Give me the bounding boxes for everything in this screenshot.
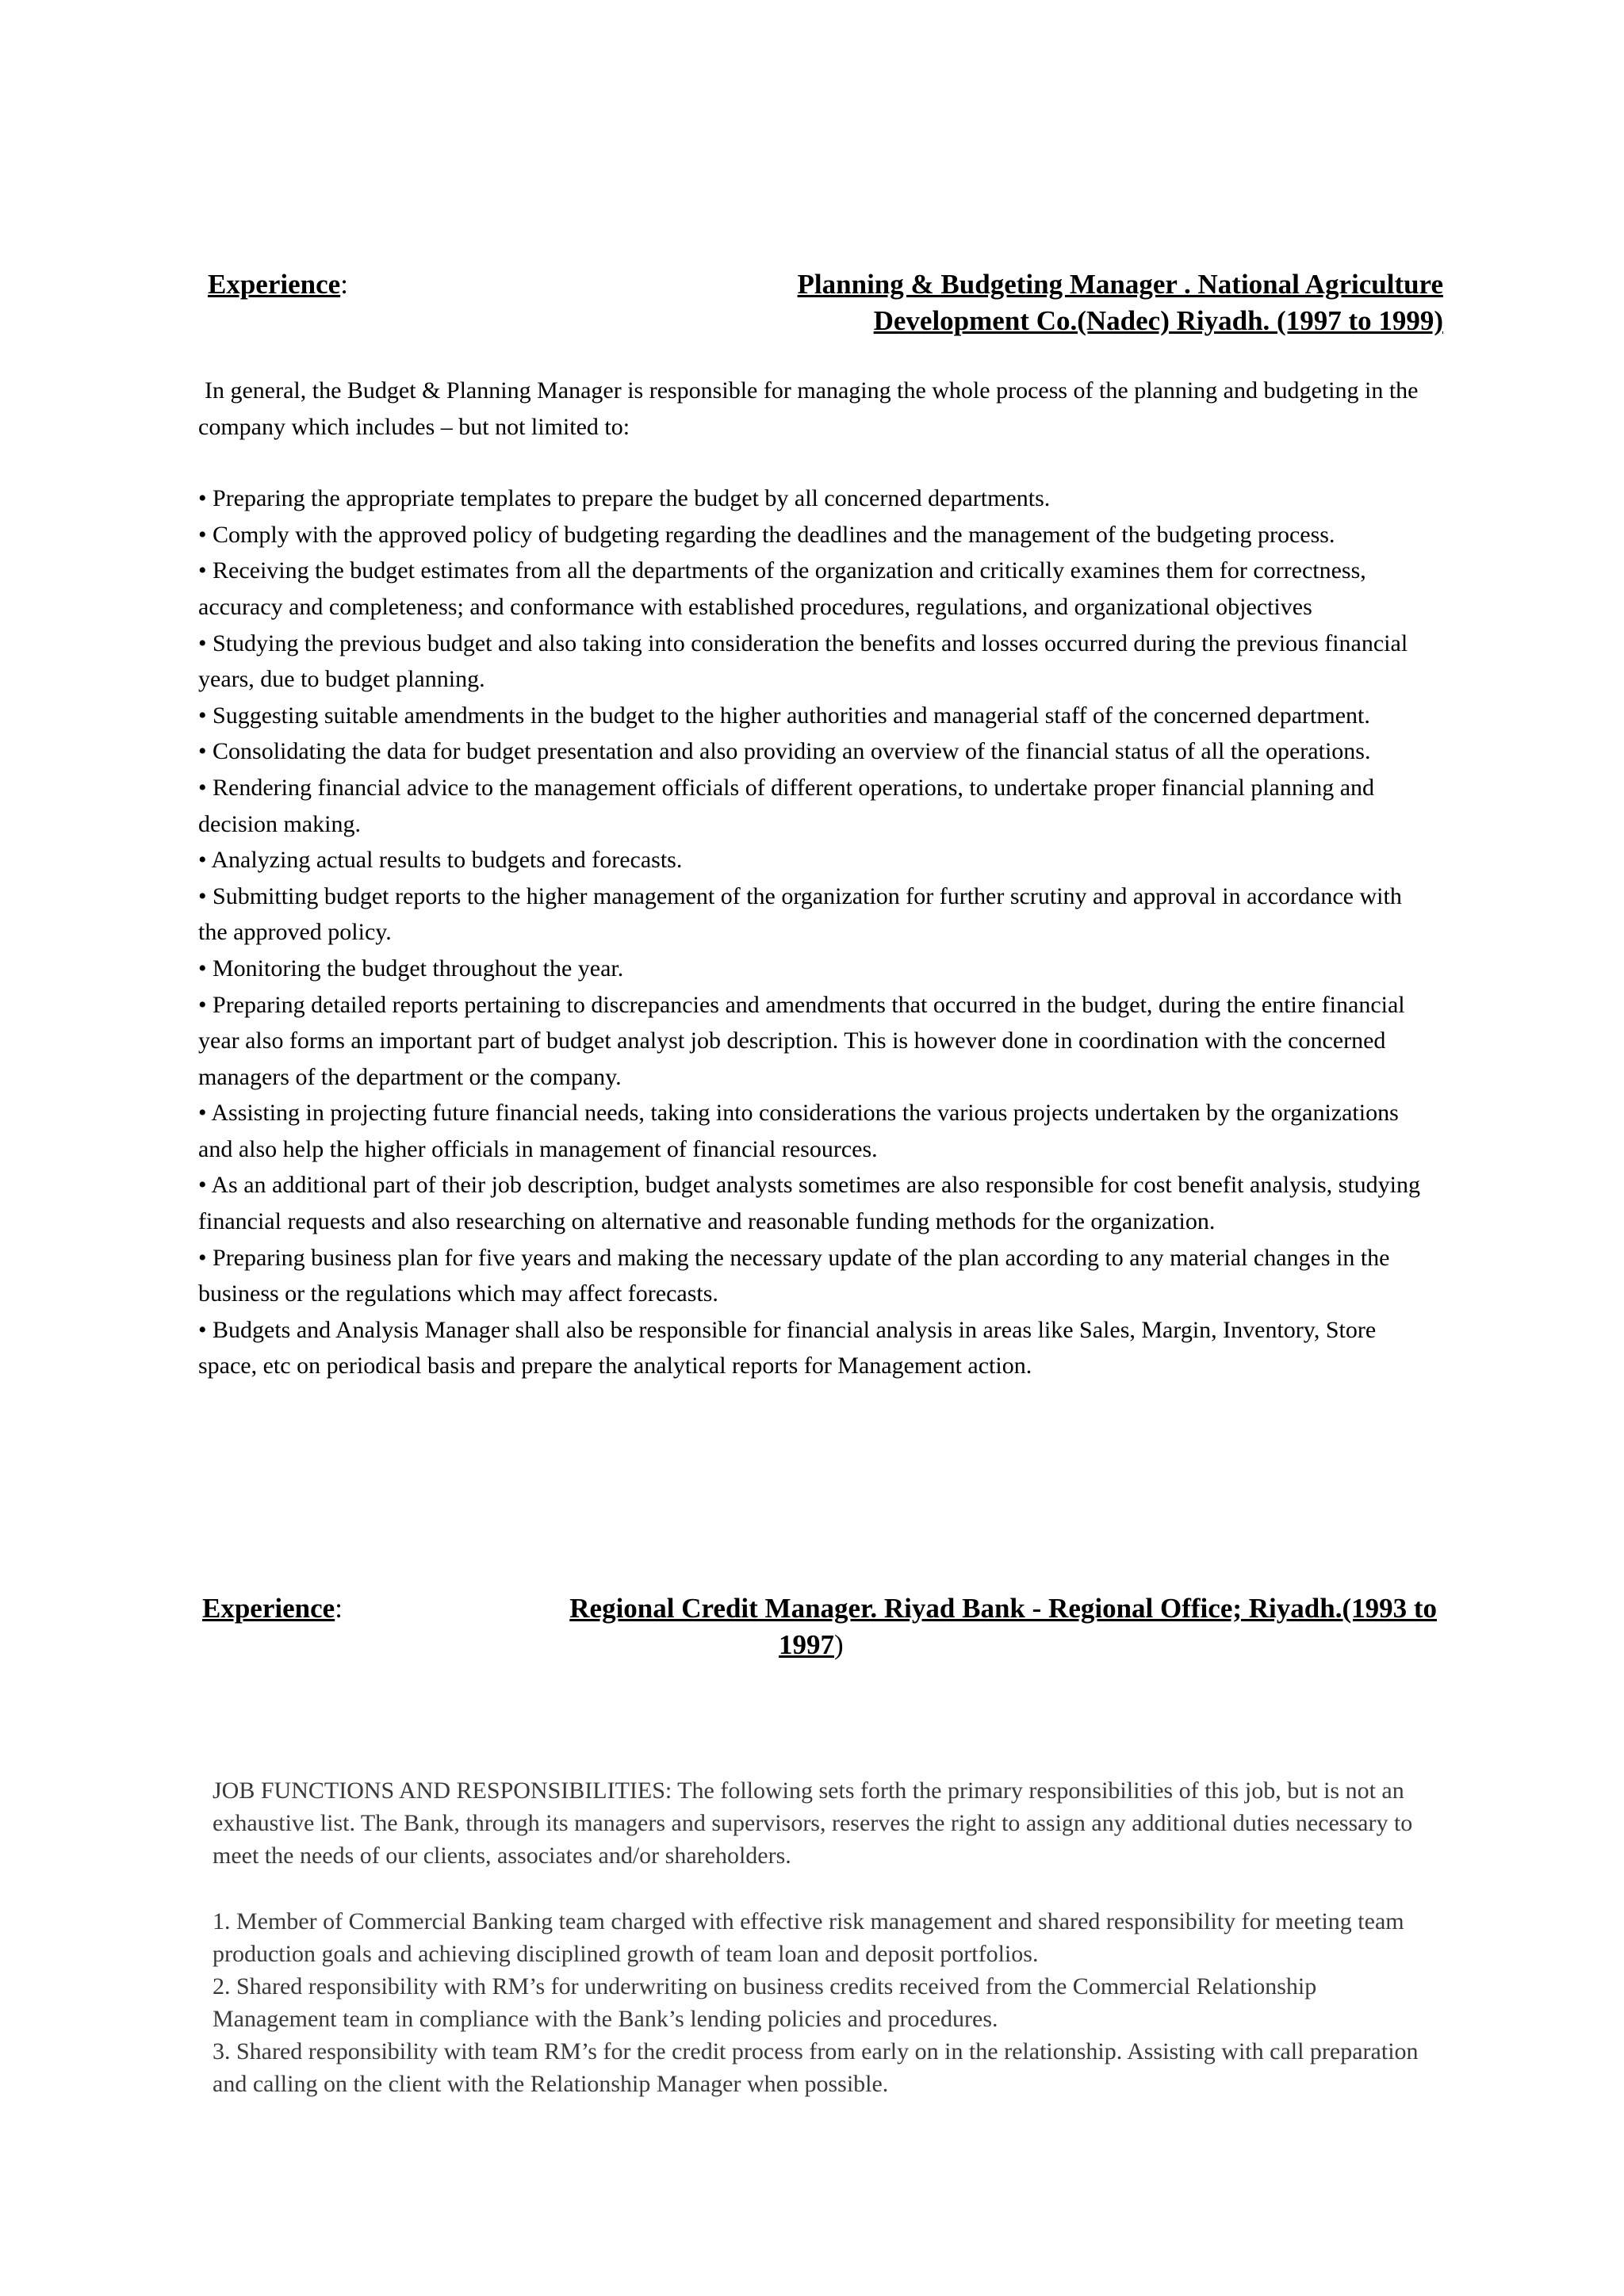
bullet-item: • Consolidating the data for budget presentation and also providing an overview of the financial status of all the operations. xyxy=(198,738,1371,765)
bullet-item: • Suggesting suitable amendments in the budget to the higher authorities and managerial staff of the concerned department. xyxy=(198,702,1370,729)
section1-job-title-line1: Planning & Budgeting Manager . National Agriculture xyxy=(797,269,1443,300)
bullet-item: • Receiving the budget estimates from all the departments of the organization and critically examines them for correctness, accuracy and completeness; and conformance with established procedures, regulations, and organizational objectives xyxy=(198,557,1366,620)
section2-job-title-line1: Regional Credit Manager. Riyad Bank - Regional Office; Riyadh.(1993 to xyxy=(569,1593,1437,1624)
bullet-item: • As an additional part of their job description, budget analysts sometimes are also responsible for cost benefit analysis, studying financial requests and also researching on alternative and reasonable funding methods for the organization. xyxy=(198,1172,1421,1235)
bullet-item: • Preparing the appropriate templates to prepare the budget by all concerned departments. xyxy=(198,485,1051,512)
section2-job-title-paren: ) xyxy=(834,1629,844,1660)
numbered-item: 1. Member of Commercial Banking team charged with effective risk management and shared responsibility for meeting team production goals and achieving disciplined growth of team loan and deposit portfolios. xyxy=(213,1908,1404,1967)
section1-label xyxy=(208,266,348,303)
section1-label-text: Experience xyxy=(208,269,341,300)
numbered-item: 3. Shared responsibility with team RM’s for the credit process from early on in the relationship. Assisting with call preparation and calling on the client with the Relationship Manager when possible. xyxy=(213,2038,1419,2097)
section1-label-colon: : xyxy=(340,269,348,300)
bullet-item: • Budgets and Analysis Manager shall also be responsible for financial analysis in areas like Sales, Margin, Inventory, Store space, etc on periodical basis and prepare the analytical reports for Management action. xyxy=(198,1316,1377,1380)
bullet-item: • Studying the previous budget and also taking into consideration the benefits and losses occurred during the previous financial years, due to budget planning. xyxy=(198,629,1408,693)
section1-job-title xyxy=(555,266,1443,339)
section2-job-title-line2-wrap xyxy=(779,1627,844,1663)
section1-intro: In general, the Budget & Planning Manager is responsible for managing the whole process of the planning and budgeting in the company which includes – but not limited to: xyxy=(198,377,1419,440)
bullet-item: • Submitting budget reports to the higher management of the organization for further scrutiny and approval in accordance with the approved policy. xyxy=(198,882,1402,946)
numbered-item: 2. Shared responsibility with RM’s for underwriting on business credits received from the Commercial Relationship Management team in compliance with the Bank’s lending policies and procedures. xyxy=(213,1973,1317,2032)
job-functions-paragraph: JOB FUNCTIONS AND RESPONSIBILITIES: The following sets forth the primary responsibilities of this job, but is not an exhaustive list. The Bank, through its managers and supervisors, reserves the right to assign any additional duties necessary to meet the needs of our clients, associates and/or shareholders. xyxy=(213,1777,1413,1869)
bullet-item: • Rendering financial advice to the management officials of different operations, to undertake proper financial planning and decision making. xyxy=(198,774,1375,837)
section2-job-title xyxy=(476,1590,1437,1627)
bullet-item: • Preparing business plan for five years and making the necessary update of the plan according to any material changes in the business or the regulations which may affect forecasts. xyxy=(198,1244,1390,1307)
bullet-item: • Comply with the approved policy of budgeting regarding the deadlines and the management of the budgeting process. xyxy=(198,521,1335,548)
bullet-item: • Analyzing actual results to budgets and forecasts. xyxy=(198,847,683,874)
section2-job-title-line2: 1997 xyxy=(779,1629,834,1660)
bullet-item: • Monitoring the budget throughout the year. xyxy=(198,955,624,982)
bullet-item: • Assisting in projecting future financial needs, taking into considerations the various projects undertaken by the organizations and also help the higher officials in management of financial resources. xyxy=(198,1100,1399,1162)
section2-label-colon: : xyxy=(335,1593,343,1624)
section1-body xyxy=(198,373,1435,1384)
section2-body xyxy=(213,1774,1438,2100)
section2-label xyxy=(202,1590,343,1627)
bullet-item: • Preparing detailed reports pertaining to discrepancies and amendments that occurred in the budget, during the entire financial year also forms an important part of budget analyst job description. This is however done in coordination with the concerned managers of the department or the company. xyxy=(198,991,1405,1090)
section2-label-text: Experience xyxy=(202,1593,335,1624)
section1-job-title-line2: Development Co.(Nadec) Riyadh. (1997 to 1999) xyxy=(873,305,1443,336)
